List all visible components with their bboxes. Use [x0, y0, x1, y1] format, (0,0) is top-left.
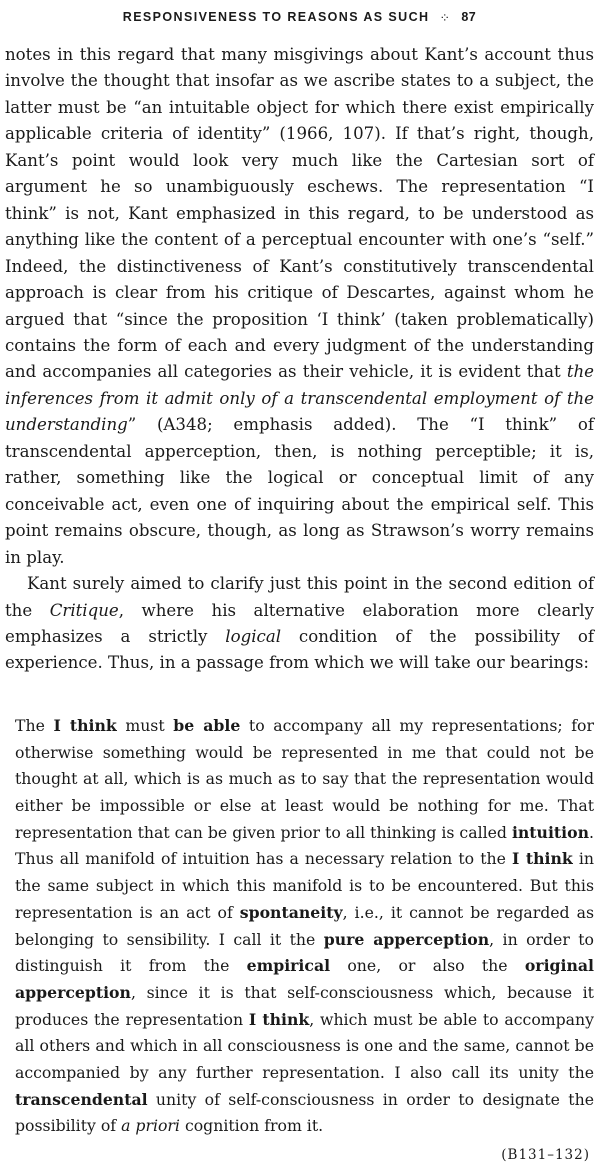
quote-text: The [15, 715, 54, 735]
quote-text: . Thus all manifold of intuition has a necessary relation to the [15, 822, 594, 869]
quote-text: , since it is that self-consciousness which, because it produces the representation [15, 982, 594, 1029]
quote-text: , in order to distinguish it from the [15, 929, 594, 976]
quote-bold-term: I think [248, 1009, 310, 1029]
quote-text: to accompany all my representations; for otherwise something would be represented in me that could not be thought at all, which is as much as to say that the representation would either be impossible or else at least would be nothing for me. That representation that can be given prior to all thinking is called [15, 715, 594, 842]
paragraph-2-text-c: condition of the possibility of experience. Thus, in a passage from which we will take our bearings: [5, 626, 595, 673]
paragraph-2-text-a: Kant surely aimed to clarify just this point in the second edition of the [5, 574, 594, 620]
quote-text: one, or also the [330, 956, 525, 976]
quote-text: cognition from it. [179, 1116, 324, 1136]
quote-text: unity of self-consciousness in order to designate the possibility of [15, 1089, 594, 1136]
quote-text: in the same subject in which this manifold is to be encountered. But this representation is an act of [15, 849, 595, 922]
quote-bold-term: pure apperception [323, 929, 490, 949]
quote-bold-term: empirical [246, 956, 331, 976]
quote-text: must [116, 715, 174, 735]
paragraph-1-text-a: notes in this regard that many misgivings about Kant’s account thus involve the thought that insofar as we ascribe states to a subject, the latter must be “an intuitable object for which there exist empirically applicable criteria of identity” (1966, 107). If that’s right, though, Kant’s point would look very much like the Cartesian sort of argument he so unambiguously eschews. The representation “I think” is not, Kant emphasized in this regard, to be understood as anything like the content of a perceptual encounter with one’s “self.” Indeed, the distinctiveness of Kant’s constitutively transcendental approach is clear from his critique of Descartes, against whom he argued that “since the proposition ‘I think’ (taken problematically) contains the form of each and every judgment of the understanding and accompanies all categories as their vehicle, it is evident that [5, 45, 594, 382]
quote-bold-term: be able [173, 715, 241, 735]
quote-bold-term: spontaneity [239, 902, 343, 922]
block-quote [15, 713, 594, 1169]
running-header [5, 0, 594, 32]
quote-bold-term: I think [512, 849, 573, 869]
paragraph-2 [5, 571, 594, 677]
paragraph-2-italic-logical: logical [225, 626, 282, 646]
block-quote-text [15, 713, 594, 1140]
page-number: 87 [461, 10, 477, 24]
paragraph-1 [5, 42, 594, 571]
quote-text: , which must be able to accompany all others and which in all consciousness is one and the same, cannot be accompanied by any further representation. I also call its unity the [15, 1009, 594, 1083]
quote-italic-term: a priori [121, 1116, 180, 1136]
paragraph-2-italic-critique: Critique [49, 600, 119, 620]
main-text [5, 42, 594, 677]
quote-text: , i.e., it cannot be regarded as belonging to sensibility. I call it the [15, 902, 594, 949]
quote-bold-term: intuition [511, 822, 589, 842]
quote-bold-term: I think [53, 715, 117, 735]
running-head-title: RESPONSIVENESS TO REASONS AS SUCH [122, 10, 430, 24]
paragraph-1-text-b: ” (A348; emphasis added). The “I think” of transcendental apperception, then, is nothing perceptible; it is, rather, something like the logical or conceptual limit of any conceivable act, even one of inquiring about the empirical self. This point remains obscure, though, as long as Strawson’s worry remains in play. [5, 415, 594, 567]
paragraph-1-italic-emphasis: the inferences from it admit only of a transcendental employment of the understanding [5, 362, 594, 435]
quote-bold-term: transcendental [15, 1089, 148, 1109]
quote-bold-term: original apperception [15, 956, 594, 1002]
quote-citation: (B131–132) [501, 1147, 590, 1164]
ornament-icon: ⁘ [439, 10, 452, 25]
paragraph-2-text-b: , where his alternative elaboration more clearly emphasizes a strictly [5, 600, 594, 646]
